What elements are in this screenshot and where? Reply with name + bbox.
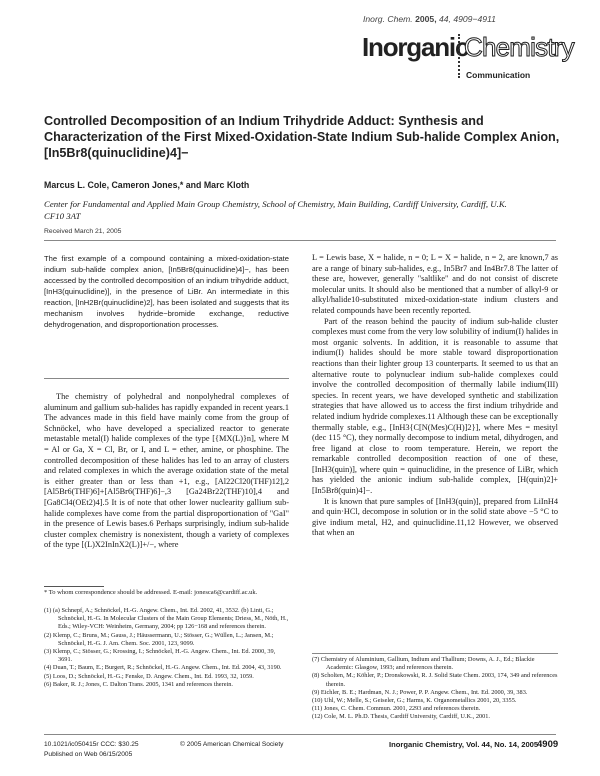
body-column-left [44,392,289,551]
reference-item: (10) Uhl, W.; Melle, S.; Geiseler, G.; Harms, K. Organometallics 2001, 20, 3355. [312,697,517,705]
references-divider [312,653,558,654]
reference-item: (9) Eichler, B. E.; Hardman, N. J.; Power, P. P. Angew. Chem., Int. Ed. 2000, 39, 383. [312,688,528,696]
reference-item: (2) Klemp, C.; Bruns, M.; Gauss, J.; Häussermann, U.; Stösser, G.; Wüllen, L.; Jansen, M.; Schnöckel, H.-G. J. Am. Chem. Soc. 2001, 123, 9099. [44,631,274,647]
correspondence-note: * To whom correspondence should be addressed. E-mail: jonesca6@cardiff.ac.uk. [44,589,258,596]
reference-item: (11) Jones, C. Chem. Commun. 2001, 2293 and references therein. [312,705,481,713]
reference-item: (1) (a) Schnepf, A.; Schnöckel, H.-G. Angew. Chem., Int. Ed. 2002, 41, 3532. (b) Linti, G.; Schnöckel, H.-G. In Molecular Clusters of the Main Group Elements; Driess, M., Nöth, H., Eds.; Wiley-VCH: Weinheim, Germany, 2004; pp 126−168 and references therein. [44,607,289,631]
journal-citation [363,14,563,24]
reference-item: (5) Loos, D.; Schnöckel, H.-G.; Fenske, D. Angew. Chem., Int. Ed. 1993, 32, 1059. [44,672,254,680]
reference-item: (3) Klemp, C.; Stösser, G.; Krossing, I.; Schnöckel, H.-G. Angew. Chem., Int. Ed. 2000, 39, 3691. [44,648,276,664]
footer-divider [44,734,556,735]
author-list: Marcus L. Cole, Cameron Jones,* and Marc Kloth [44,180,250,190]
body-column-right [312,253,558,539]
journal-logo [362,30,580,88]
page-number: 4909 [537,739,559,750]
body-paragraph: It is known that pure samples of [InH3(quin)], prepared from LiInH4 and quin·HCl, decompose in solution or in the solid state above −5 °C to give indium metal, H2, and quinuclidine.11,12 However, we observed that when an [312,496,558,538]
abstract: The first example of a compound containing a mixed-oxidation-state indium sub-halide complex anion, [In5Br8(quinuclidine)4]−, has been accessed by the controlled decomposition of an indium trihydride adduct, [InH3(quinuclidine)], in the presence of LiBr. An intermediate in this reaction, [InH2Br(quinuclidine)2], has been isolated and suggests that its mechanism involves hydride−bromide exchange, reductive dehydrogenation, and disproportionation processes. [44,254,289,329]
affiliation: Center for Fundamental and Applied Main Group Chemistry, School of Chemistry, Main Building, Cardiff University, Cardiff, U.K. CF10 3AT [44,199,507,221]
footnote-divider [44,586,104,587]
abstract-divider [44,378,289,379]
logo-divider [458,34,463,78]
copyright: © 2005 American Chemical Society [180,741,284,748]
header-divider [44,240,556,241]
doi: 10.1021/ic050415r CCC: $30.25 [44,741,139,748]
body-paragraph: L = Lewis base, X = halide, n = 0; L = X = halide, n = 2, are known,7 as are a range of binary sub-halides, e.g., In5Br7 and In4Br7.8 The latter of these are, however, generally "saltlike" and do not consist of discrete molecular units. It should also be mentioned that a number of alkyl-9 or alkyl/halide10-substituted mixed-oxidation-state indium clusters and related compounds have been recently reported. [312,253,558,315]
received-date: Received March 21, 2005 [44,228,122,235]
reference-item: (12) Cole, M. L. Ph.D. Thesis, Cardiff University, Cardiff, U.K., 2001. [312,713,490,721]
citation-year: 2005, [415,14,437,24]
references-left [44,607,289,689]
reference-item: (6) Baker, R. J.; Jones, C. Dalton Trans. 2005, 1341 and references therein. [44,680,233,688]
citation-volume-pages: 44, 4909−4911 [438,14,496,24]
reference-item: (4) Duan, T.; Baum, E.; Burgert, R.; Schnöckel, H.-G. Angew. Chem., Int. Ed. 2004, 43, 3190. [44,664,282,672]
body-paragraph: Part of the reason behind the paucity of indium sub-halide cluster complexes must come from the very low solubility of indium(I) halides in most organic solvents. In addition, it is reasonable to assume that indium(I) halides should be more stable toward disproportionation reactions than their lighter group 13 counterparts. It seemed to us that an alternative route to polynuclear indium sub-halide complexes could involve the controlled decomposition of thermally labile indium(III) species. In recent years, we have developed synthetic and stabilization strategies that have allowed us to access the first indium trihydride and related indium hydride complexes.11 Although these can be exceptionally thermally stable, e.g., [InH3{C[N(Mes)C(H)]2}], where Mes = mesityl (dec 115 °C), they normally decompose to indium metal, dihydrogen, and free ligand at close to room temperature. Herein, we report the remarkable controlled decomposition reaction of one of these, [InH3(quin)], where quin = quinuclidine, in the presence of LiBr, which has yielded the anionic indium sub-halide complex, [H(quin)2]+[In5Br8(quin)4]−. [312,316,558,496]
published-date: Published on Web 06/15/2005 [44,751,133,758]
article-title: Controlled Decomposition of an Indium Trihydride Adduct: Synthesis and Characterization of the First Mixed-Oxidation-State Indium Sub-halide Complex Anion, [In5Br8(quinuclidine)4]− [44,114,560,160]
logo-section-label: Communication [466,70,531,80]
reference-item: (8) Scholten, M.; Köhler, P.; Dronskowski, R. J. Solid State Chem. 2003, 174, 349 and references therein. [312,672,558,688]
reference-item: (7) Chemistry of Aluminium, Gallium, Indium and Thallium; Downs, A. J., Ed.; Blackie Academic: Glasgow, 1993; and references therein. [312,656,535,672]
logo-word-chemistry: Chemistry [464,32,574,62]
body-paragraph: The chemistry of polyhedral and nonpolyhedral complexes of aluminum and gallium sub-halides has rapidly expanded in recent years.1 The advances made in this field have mainly come from the group of Schnöckel, who have developed a specialized reactor to generate metastable metal(I) halide complexes of the type [{MX(L)}n], where M = Al or Ga, X = Cl, Br, or I, and L = ether, amine, or phosphine. The controlled decomposition of these halides has led to an array of clusters and related complexes in which the average oxidation state of the metal is either greater than or less than +1, e.g., [Al22Cl20(THF)12],2 [Al5Br6(THF)6]+[Al5Br6(THF)6]−,3 [Ga24Br22(THF)10],4 and [Ga8Cl4(OEt2)4].5 It is of note that other lower nuclearity gallium sub-halide complexes have come from the partial disproportionation of "GaI" in the presence of Lewis bases.6 Perhaps surprisingly, indium sub-halide cluster complex chemistry is nonexistent, though a variety of complexes of the type [(L)X2InInX2(L)]+/−, where [44,392,289,550]
footer-citation: Inorganic Chemistry, Vol. 44, No. 14, 2005 [389,740,539,749]
references-right [312,656,558,722]
logo-word-inorganic: Inorganic [362,32,469,62]
citation-journal: Inorg. Chem. [363,14,413,24]
